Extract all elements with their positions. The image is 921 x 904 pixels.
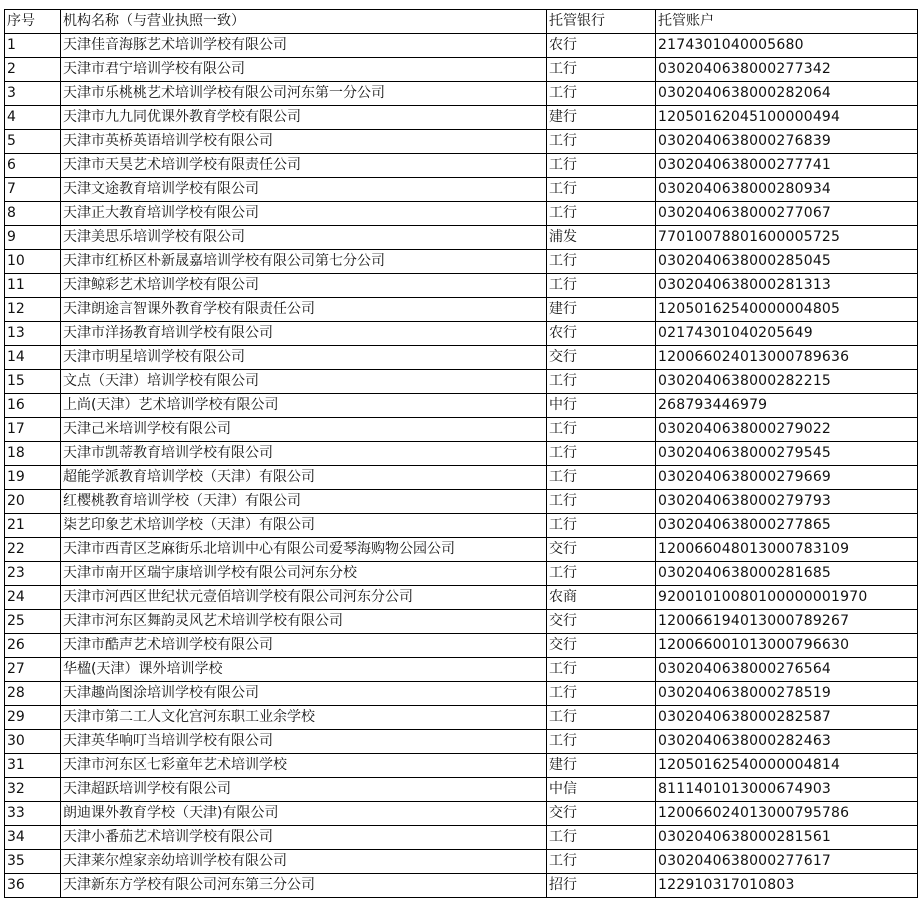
table-row <box>5 442 918 466</box>
cell-custody-account: 0302040638000280934 <box>656 178 918 202</box>
cell-custody-bank: 工行 <box>547 370 656 394</box>
cell-institution-name: 天津美思乐培训学校有限公司 <box>61 226 547 250</box>
table-row <box>5 490 918 514</box>
cell-custody-account: 120066001013000796630 <box>656 634 918 658</box>
cell-custody-bank: 交行 <box>547 802 656 826</box>
cell-custody-account: 268793446979 <box>656 394 918 418</box>
cell-custody-account: 92001010080100000001970 <box>656 586 918 610</box>
cell-serial-no: 22 <box>5 538 61 562</box>
cell-institution-name: 天津市明星培训学校有限公司 <box>61 346 547 370</box>
cell-custody-bank: 工行 <box>547 850 656 874</box>
cell-custody-bank: 中信 <box>547 778 656 802</box>
cell-serial-no: 3 <box>5 82 61 106</box>
table-row <box>5 706 918 730</box>
cell-institution-name: 天津市南开区瑞宇康培训学校有限公司河东分校 <box>61 562 547 586</box>
cell-custody-bank: 浦发 <box>547 226 656 250</box>
cell-custody-bank: 工行 <box>547 178 656 202</box>
table-row <box>5 106 918 130</box>
cell-institution-name: 天津佳音海豚艺术培训学校有限公司 <box>61 34 547 58</box>
cell-serial-no: 10 <box>5 250 61 274</box>
cell-custody-bank: 农行 <box>547 322 656 346</box>
table-row <box>5 634 918 658</box>
cell-institution-name: 天津市第二工人文化宫河东职工业余学校 <box>61 706 547 730</box>
cell-custody-account: 0302040638000282064 <box>656 82 918 106</box>
header-custody-account: 托管账户 <box>656 10 918 34</box>
cell-institution-name: 天津新东方学校有限公司河东第三分公司 <box>61 874 547 898</box>
cell-institution-name: 天津英华响叮当培训学校有限公司 <box>61 730 547 754</box>
cell-custody-bank: 工行 <box>547 466 656 490</box>
cell-custody-account: 12050162540000004814 <box>656 754 918 778</box>
cell-custody-account: 0302040638000282587 <box>656 706 918 730</box>
cell-institution-name: 柒艺印象艺术培训学校（天津）有限公司 <box>61 514 547 538</box>
cell-serial-no: 27 <box>5 658 61 682</box>
cell-institution-name: 华楹(天津）课外培训学校 <box>61 658 547 682</box>
cell-serial-no: 8 <box>5 202 61 226</box>
cell-custody-account: 0302040638000281313 <box>656 274 918 298</box>
table-row <box>5 850 918 874</box>
table-row <box>5 874 918 898</box>
cell-serial-no: 12 <box>5 298 61 322</box>
custody-account-table <box>4 9 918 898</box>
cell-custody-account: 2174301040005680 <box>656 34 918 58</box>
cell-custody-bank: 建行 <box>547 754 656 778</box>
cell-custody-bank: 工行 <box>547 442 656 466</box>
cell-institution-name: 天津市西青区芝麻街乐北培训中心有限公司爱琴海购物公园公司 <box>61 538 547 562</box>
table-row <box>5 58 918 82</box>
cell-institution-name: 天津市河东区舞韵灵风艺术培训学校有限公司 <box>61 610 547 634</box>
cell-serial-no: 6 <box>5 154 61 178</box>
table-row <box>5 466 918 490</box>
cell-serial-no: 13 <box>5 322 61 346</box>
cell-serial-no: 4 <box>5 106 61 130</box>
table-row <box>5 658 918 682</box>
cell-custody-bank: 农商 <box>547 586 656 610</box>
cell-institution-name: 天津市乐桃桃艺术培训学校有限公司河东第一分公司 <box>61 82 547 106</box>
cell-serial-no: 30 <box>5 730 61 754</box>
cell-custody-bank: 农行 <box>547 34 656 58</box>
table-row <box>5 754 918 778</box>
cell-institution-name: 朗迪课外教育学校（天津)有限公司 <box>61 802 547 826</box>
cell-serial-no: 32 <box>5 778 61 802</box>
cell-serial-no: 21 <box>5 514 61 538</box>
cell-serial-no: 34 <box>5 826 61 850</box>
cell-custody-bank: 工行 <box>547 730 656 754</box>
header-institution-name: 机构名称（与营业执照一致） <box>61 10 547 34</box>
table-body <box>5 34 918 898</box>
cell-serial-no: 26 <box>5 634 61 658</box>
cell-institution-name: 天津市天昊艺术培训学校有限责任公司 <box>61 154 547 178</box>
cell-serial-no: 35 <box>5 850 61 874</box>
cell-custody-bank: 工行 <box>547 274 656 298</box>
table-row <box>5 154 918 178</box>
cell-institution-name: 天津市英桥英语培训学校有限公司 <box>61 130 547 154</box>
header-row <box>5 10 918 34</box>
table-row <box>5 250 918 274</box>
cell-custody-bank: 工行 <box>547 418 656 442</box>
table-row <box>5 178 918 202</box>
table-row <box>5 226 918 250</box>
cell-custody-account: 0302040638000282215 <box>656 370 918 394</box>
cell-institution-name: 天津文途教育培训学校有限公司 <box>61 178 547 202</box>
cell-custody-bank: 工行 <box>547 58 656 82</box>
cell-custody-bank: 交行 <box>547 538 656 562</box>
cell-serial-no: 2 <box>5 58 61 82</box>
table-row <box>5 394 918 418</box>
cell-custody-account: 0302040638000281561 <box>656 826 918 850</box>
cell-serial-no: 11 <box>5 274 61 298</box>
table-row <box>5 202 918 226</box>
cell-serial-no: 7 <box>5 178 61 202</box>
cell-custody-bank: 建行 <box>547 298 656 322</box>
cell-custody-account: 0302040638000277067 <box>656 202 918 226</box>
table-row <box>5 586 918 610</box>
cell-custody-bank: 工行 <box>547 82 656 106</box>
cell-custody-bank: 工行 <box>547 826 656 850</box>
cell-institution-name: 天津市凯蒂教育培训学校有限公司 <box>61 442 547 466</box>
cell-custody-account: 0302040638000279545 <box>656 442 918 466</box>
cell-custody-bank: 工行 <box>547 130 656 154</box>
table-row <box>5 370 918 394</box>
cell-institution-name: 天津市红桥区朴新晟嘉培训学校有限公司第七分公司 <box>61 250 547 274</box>
cell-institution-name: 天津市酷声艺术培训学校有限公司 <box>61 634 547 658</box>
cell-custody-bank: 工行 <box>547 250 656 274</box>
cell-custody-bank: 交行 <box>547 346 656 370</box>
table-row <box>5 514 918 538</box>
cell-institution-name: 天津小番茄艺术培训学校有限公司 <box>61 826 547 850</box>
cell-custody-bank: 工行 <box>547 562 656 586</box>
cell-custody-bank: 建行 <box>547 106 656 130</box>
cell-institution-name: 红樱桃教育培训学校（天津）有限公司 <box>61 490 547 514</box>
cell-custody-account: 8111401013000674903 <box>656 778 918 802</box>
cell-custody-account: 0302040638000276564 <box>656 658 918 682</box>
cell-serial-no: 19 <box>5 466 61 490</box>
header-serial-no: 序号 <box>5 10 61 34</box>
cell-institution-name: 文点（天津）培训学校有限公司 <box>61 370 547 394</box>
cell-institution-name: 天津鲸彩艺术培训学校有限公司 <box>61 274 547 298</box>
cell-custody-account: 0302040638000279669 <box>656 466 918 490</box>
cell-custody-account: 120066048013000783109 <box>656 538 918 562</box>
cell-serial-no: 25 <box>5 610 61 634</box>
cell-institution-name: 天津市河西区世纪状元壹佰培训学校有限公司河东分公司 <box>61 586 547 610</box>
cell-serial-no: 9 <box>5 226 61 250</box>
cell-institution-name: 天津莱尔煌家亲幼培训学校有限公司 <box>61 850 547 874</box>
cell-custody-bank: 工行 <box>547 154 656 178</box>
cell-custody-account: 0302040638000285045 <box>656 250 918 274</box>
table-row <box>5 802 918 826</box>
cell-custody-account: 0302040638000277617 <box>656 850 918 874</box>
table-row <box>5 130 918 154</box>
cell-serial-no: 1 <box>5 34 61 58</box>
cell-custody-bank: 中行 <box>547 394 656 418</box>
cell-custody-bank: 交行 <box>547 634 656 658</box>
cell-serial-no: 29 <box>5 706 61 730</box>
cell-custody-account: 122910317010803 <box>656 874 918 898</box>
cell-serial-no: 16 <box>5 394 61 418</box>
table-row <box>5 562 918 586</box>
cell-institution-name: 天津市洋扬教育培训学校有限公司 <box>61 322 547 346</box>
cell-serial-no: 23 <box>5 562 61 586</box>
table-row <box>5 34 918 58</box>
cell-serial-no: 28 <box>5 682 61 706</box>
table-row <box>5 682 918 706</box>
table-row <box>5 322 918 346</box>
cell-custody-account: 120066024013000789636 <box>656 346 918 370</box>
cell-custody-account: 0302040638000278519 <box>656 682 918 706</box>
cell-custody-account: 0302040638000277865 <box>656 514 918 538</box>
table-row <box>5 418 918 442</box>
cell-custody-bank: 招行 <box>547 874 656 898</box>
cell-custody-account: 0302040638000282463 <box>656 730 918 754</box>
table-row <box>5 274 918 298</box>
cell-custody-account: 0302040638000276839 <box>656 130 918 154</box>
cell-serial-no: 33 <box>5 802 61 826</box>
cell-custody-bank: 工行 <box>547 658 656 682</box>
cell-institution-name: 天津超跃培训学校有限公司 <box>61 778 547 802</box>
table-row <box>5 538 918 562</box>
cell-custody-account: 12050162045100000494 <box>656 106 918 130</box>
custody-account-sheet <box>4 9 918 898</box>
cell-institution-name: 超能学派教育培训学校（天津）有限公司 <box>61 466 547 490</box>
cell-custody-bank: 工行 <box>547 706 656 730</box>
cell-custody-account: 120066194013000789267 <box>656 610 918 634</box>
cell-serial-no: 15 <box>5 370 61 394</box>
cell-custody-account: 77010078801600005725 <box>656 226 918 250</box>
cell-serial-no: 24 <box>5 586 61 610</box>
cell-custody-account: 120066024013000795786 <box>656 802 918 826</box>
table-row <box>5 82 918 106</box>
cell-serial-no: 14 <box>5 346 61 370</box>
cell-serial-no: 20 <box>5 490 61 514</box>
cell-serial-no: 17 <box>5 418 61 442</box>
cell-institution-name: 天津市河东区七彩童年艺术培训学校 <box>61 754 547 778</box>
cell-custody-account: 0302040638000277342 <box>656 58 918 82</box>
cell-institution-name: 天津朗途言智课外教育学校有限责任公司 <box>61 298 547 322</box>
cell-custody-account: 12050162540000004805 <box>656 298 918 322</box>
cell-custody-bank: 工行 <box>547 490 656 514</box>
table-row <box>5 298 918 322</box>
cell-institution-name: 天津正大教育培训学校有限公司 <box>61 202 547 226</box>
cell-serial-no: 18 <box>5 442 61 466</box>
cell-custody-account: 0302040638000279022 <box>656 418 918 442</box>
table-row <box>5 346 918 370</box>
cell-custody-account: 0302040638000277741 <box>656 154 918 178</box>
header-custody-bank: 托管银行 <box>547 10 656 34</box>
cell-institution-name: 天津市九九同优课外教育学校有限公司 <box>61 106 547 130</box>
table-header <box>5 10 918 34</box>
cell-custody-account: 0302040638000279793 <box>656 490 918 514</box>
cell-serial-no: 36 <box>5 874 61 898</box>
cell-custody-bank: 交行 <box>547 610 656 634</box>
cell-custody-account: 0302040638000281685 <box>656 562 918 586</box>
cell-institution-name: 天津市君宁培训学校有限公司 <box>61 58 547 82</box>
cell-institution-name: 上尚(天津）艺术培训学校有限公司 <box>61 394 547 418</box>
table-row <box>5 778 918 802</box>
table-row <box>5 730 918 754</box>
cell-custody-bank: 工行 <box>547 682 656 706</box>
cell-institution-name: 天津趣尚图涂培训学校有限公司 <box>61 682 547 706</box>
cell-institution-name: 天津己米培训学校有限公司 <box>61 418 547 442</box>
table-row <box>5 826 918 850</box>
cell-serial-no: 31 <box>5 754 61 778</box>
cell-custody-bank: 工行 <box>547 514 656 538</box>
table-row <box>5 610 918 634</box>
cell-custody-account: 02174301040205649 <box>656 322 918 346</box>
cell-serial-no: 5 <box>5 130 61 154</box>
cell-custody-bank: 工行 <box>547 202 656 226</box>
